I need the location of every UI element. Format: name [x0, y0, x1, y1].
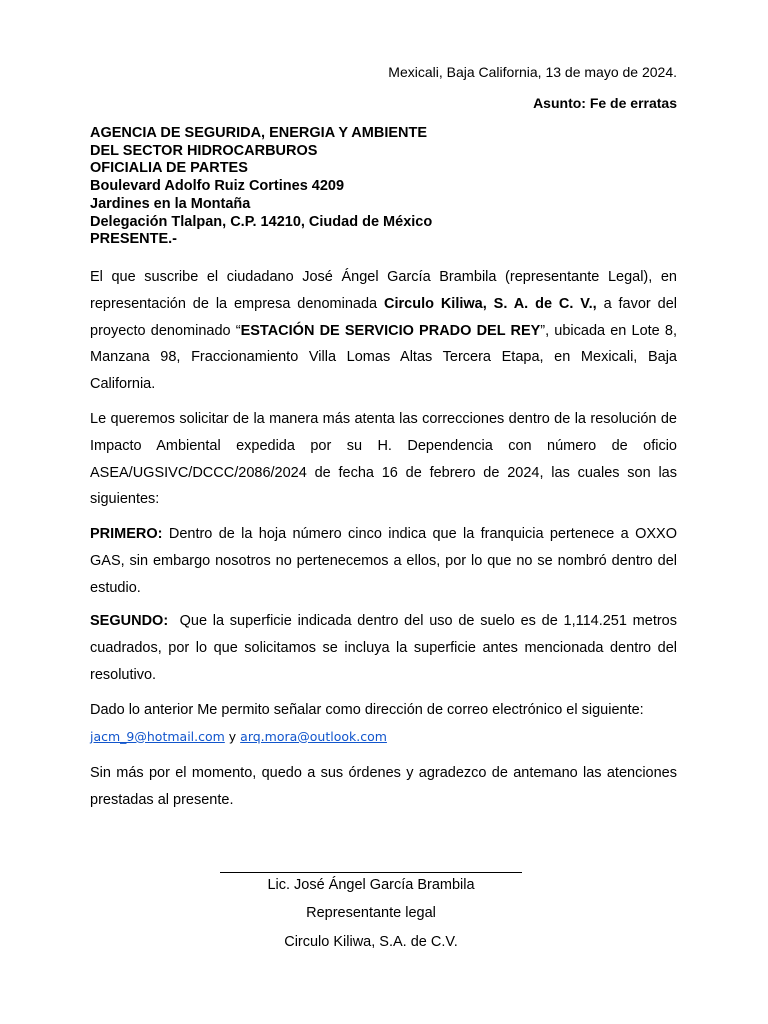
recipient-line: Jardines en la Montaña — [90, 195, 251, 212]
subject-line: Asunto: Fe de erratas — [533, 95, 677, 111]
intro-text: ”, ubicada en Lote 8, Manzana 98, Fraccionamiento Villa Lomas Altas Tercera Etapa, en Mexicali, Baja California. — [90, 322, 677, 393]
signature-line — [220, 872, 522, 873]
email-link-outlook[interactable]: arq.mora@outlook.com — [240, 728, 387, 744]
segundo-text: Que la superficie indicada dentro del uso de suelo es de 1,114.251 metros cuadrados, por lo que solicitamos se incluya la superficie antes mencionada dentro del resolutivo. — [90, 613, 682, 683]
intro-text: a favor del proyecto denominado “ — [90, 295, 677, 339]
recipient-line: Delegación Tlalpan, C.P. 14210, Ciudad de México — [90, 213, 433, 230]
paragraph-introduction — [90, 264, 677, 398]
email-list — [90, 729, 387, 744]
signature-name: Lic. José Ángel García Brambila — [267, 877, 475, 893]
email-intro-text: Dado lo anterior Me permito señalar como dirección de correo electrónico el siguiente: — [90, 702, 644, 718]
paragraph-closing: Sin más por el momento, quedo a sus órdenes y agradezco de antemano las atenciones prestadas al presente. — [90, 765, 677, 808]
company-name: Circulo Kiliwa, S. A. de C. V., — [384, 295, 597, 312]
intro-text: El que suscribe el ciudadano José Ángel García Brambila (representante Legal), en representación de la empresa denominada — [90, 269, 677, 312]
signature-company: Circulo Kiliwa, S.A. de C.V. — [284, 934, 458, 950]
paragraph-segundo — [90, 608, 682, 688]
paragraph-email — [90, 697, 677, 751]
paragraph-request: Le queremos solicitar de la manera más atenta las correcciones dentro de la resolución de Impacto Ambiental expedida por su H. Dependencia con número de oficio ASEA/UGSIVC/DCCC/2086/2024 de fecha 16 de febrero de 2024, las cuales son las siguientes: — [90, 411, 677, 508]
recipient-line: OFICIALIA DE PARTES — [90, 160, 248, 177]
email-link-hotmail[interactable]: jacm_9@hotmail.com — [90, 728, 225, 744]
recipient-line: PRESENTE.- — [90, 231, 178, 248]
primero-label: PRIMERO: — [90, 526, 163, 542]
date-line: Mexicali, Baja California, 13 de mayo de 2024. — [388, 64, 677, 80]
recipient-line: Boulevard Adolfo Ruiz Cortines 4209 — [90, 178, 345, 195]
signature-role: Representante legal — [306, 905, 436, 921]
email-connector: y — [224, 728, 241, 744]
recipient-block — [90, 125, 677, 249]
primero-text: Dentro de la hoja número cinco indica que la franquicia pertenece a OXXO GAS, sin embargo nosotros no pertenecemos a ellos, por lo que no se nombró dentro del estudio. — [90, 526, 682, 596]
recipient-line: AGENCIA DE SEGURIDA, ENERGIA Y AMBIENTE — [90, 125, 428, 141]
recipient-line: DEL SECTOR HIDROCARBUROS — [90, 142, 318, 159]
project-name: ESTACIÓN DE SERVICIO PRADO DEL REY — [240, 322, 541, 339]
paragraph-primero — [90, 521, 682, 601]
segundo-label: SEGUNDO: — [90, 613, 169, 629]
